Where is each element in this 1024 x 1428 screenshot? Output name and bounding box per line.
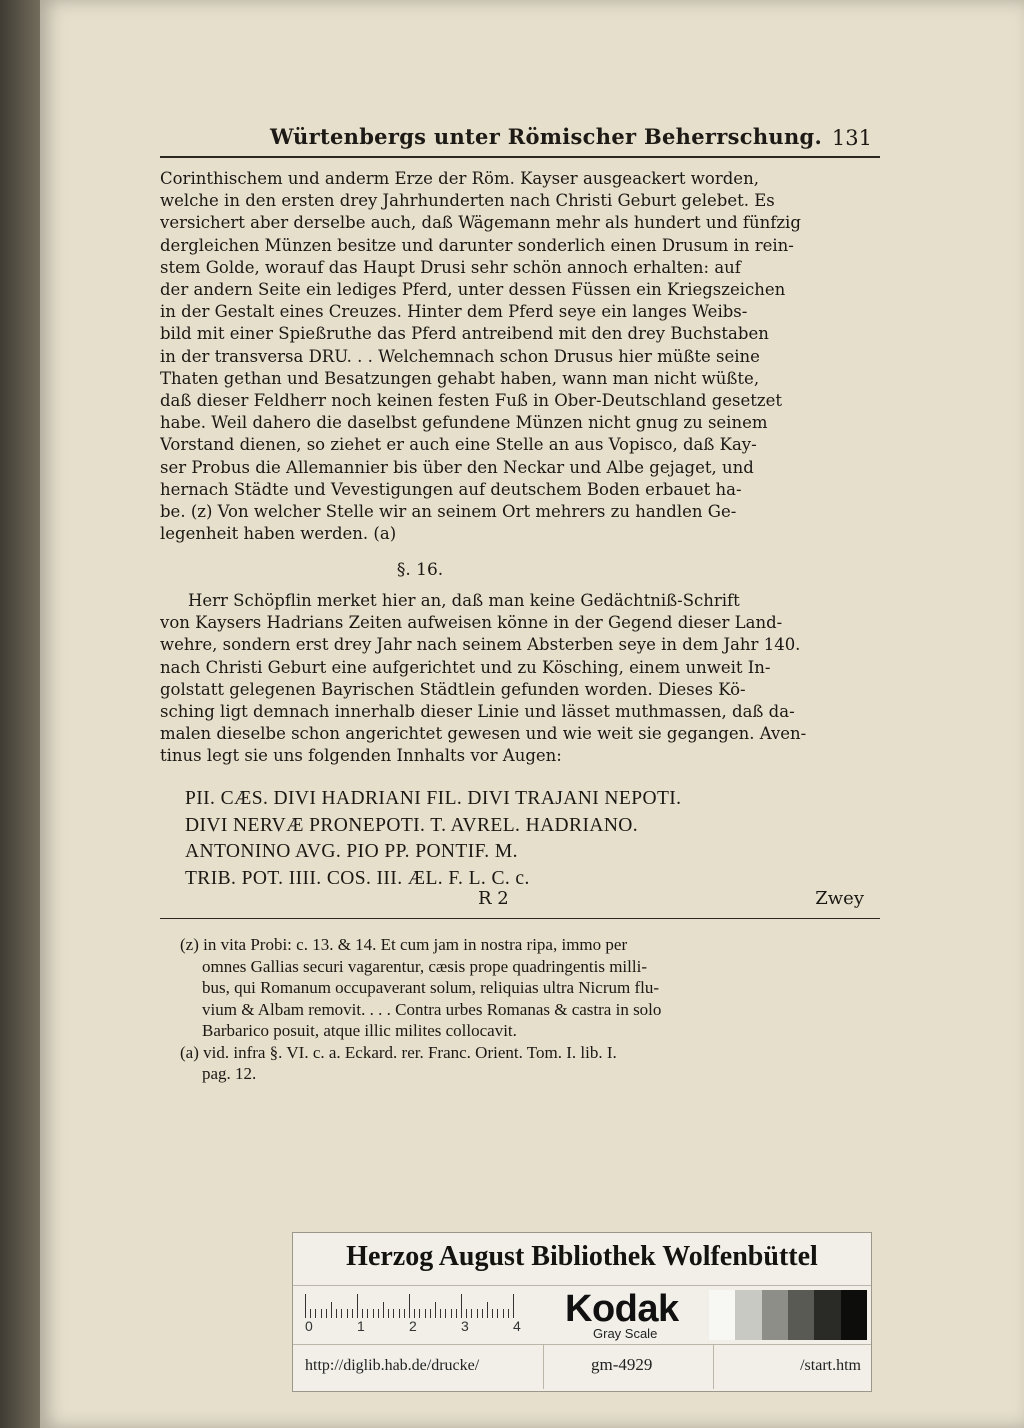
ruler-tick [425, 1309, 426, 1318]
ruler-tick [305, 1294, 306, 1318]
ruler-tick [378, 1309, 379, 1318]
ruler-tick [471, 1309, 472, 1318]
text-line: wehre, sondern erst drey Jahr nach seinem Absterben seye in dem Jahr 140. [160, 635, 801, 655]
text-line: welche in den ersten drey Jahrhunderten nach Christi Geburt gelebet. Es [160, 191, 775, 211]
footnote-line: pag. 12. [202, 1064, 257, 1083]
footnote-a [180, 1042, 870, 1085]
gray-patch [709, 1290, 735, 1340]
ruler-tick [482, 1309, 483, 1318]
footnote-line: omnes Gallias securi vagarentur, cæsis prope quadringentis milli- [202, 956, 647, 976]
paragraph-1 [160, 168, 880, 545]
ruler-tick [461, 1294, 462, 1318]
ruler-tick [310, 1309, 311, 1318]
ruler-tick [383, 1302, 384, 1318]
ruler-tick [492, 1309, 493, 1318]
catchword: Zwey [815, 888, 864, 909]
footnote-z [180, 934, 870, 1042]
text-line: be. (z) Von welcher Stelle wir an seinem Ort mehrers zu handlen Ge- [160, 502, 737, 522]
ruler-tick [487, 1302, 488, 1318]
signature-row [160, 888, 880, 919]
ruler-tick [367, 1309, 368, 1318]
footnote-line: Barbarico posuit, atque illic milites collocavit. [202, 1021, 517, 1040]
ruler-tick [352, 1309, 353, 1318]
text-line: bild mit einer Spießruthe das Pferd antreibend mit den drey Buchstaben [160, 324, 769, 344]
text-line: Thaten gethan und Besatzungen gehabt haben, wann man nicht wüßte, [160, 368, 760, 388]
footnote-line: (a) vid. infra §. VI. c. a. Eckard. rer. Franc. Orient. Tom. I. lib. I. [180, 1042, 617, 1062]
text-line: Corinthischem und anderm Erze der Röm. Kayser ausgeackert worden, [160, 169, 759, 188]
ruler-tick [331, 1302, 332, 1318]
ruler-number: 4 [513, 1318, 521, 1334]
text-line: ser Probus die Allemannier bis über den Neckar und Albe gejaget, und [160, 457, 754, 477]
ruler-tick [466, 1309, 467, 1318]
ruler-tick [435, 1302, 436, 1318]
ruler-tick [393, 1309, 394, 1318]
ruler-tick [430, 1309, 431, 1318]
text-line: hernach Städte und Vevestigungen auf deutschem Boden erbauet ha- [160, 479, 742, 499]
inscription-line: TRIB. POT. IIII. COS. III. ÆL. F. L. C. c. [185, 867, 530, 889]
text-line: golstatt gelegenen Bayrischen Städtlein gefunden worden. Dieses Kö- [160, 679, 746, 699]
footnotes [180, 934, 870, 1085]
inscription-line: ANTONINO AVG. PIO PP. PONTIF. M. [185, 841, 518, 862]
ruler-tick [321, 1309, 322, 1318]
text-line: in der transversa DRU. . . Welchemnach schon Drusus hier müßte seine [160, 346, 760, 366]
ruler-tick [513, 1294, 514, 1318]
text-line: legenheit haben werden. (a) [160, 524, 397, 544]
paragraph-2 [160, 590, 880, 768]
ruler-tick [373, 1309, 374, 1318]
ruler-tick [399, 1309, 400, 1318]
url-left: http://diglib.hab.de/drucke/ [305, 1357, 480, 1374]
ruler-tick [404, 1309, 405, 1318]
ruler-number: 2 [409, 1318, 417, 1334]
ruler-tick [414, 1309, 415, 1318]
ruler-tick [357, 1294, 358, 1318]
text-line: der andern Seite ein lediges Pferd, unter dessen Füssen ein Kriegszeichen [160, 280, 786, 300]
text-line: sching ligt demnach innerhalb dieser Linie und lässet muthmassen, daß da- [160, 702, 795, 722]
ruler-tick [503, 1309, 504, 1318]
ruler-tick [508, 1309, 509, 1318]
book-page [40, 0, 1024, 1428]
text-line: Herr Schöpflin merket hier an, daß man keine Gedächtniß-Schrift [188, 591, 740, 610]
gray-patch [841, 1290, 867, 1340]
ruler-tick [445, 1309, 446, 1318]
page-title: Würtenbergs unter Römischer Beherrschung. [270, 124, 823, 149]
ruler-tick [477, 1309, 478, 1318]
shelfmark-code: gm-4929 [591, 1355, 653, 1374]
ruler-tick [347, 1309, 348, 1318]
ruler-tick [456, 1309, 457, 1318]
section-heading: §. 16. [396, 560, 444, 580]
url-right: /start.htm [800, 1357, 861, 1374]
latin-inscription [185, 786, 885, 892]
text-line: stem Golde, worauf das Haupt Drusi sehr schön annoch erhalten: auf [160, 257, 741, 277]
ruler-tick [497, 1309, 498, 1318]
text-line: von Kaysers Hadrians Zeiten aufweisen könne in der Gegend dieser Land- [160, 613, 783, 633]
ruler-tick [326, 1309, 327, 1318]
text-line: malen dieselbe schon angerichtet gewesen und wie weit sie gegangen. Aven- [160, 724, 807, 744]
footnote-line: bus, qui Romanum occupaverant solum, reliquias ultra Nicrum flu- [202, 978, 660, 997]
text-line: Vorstand dienen, so ziehet er auch eine Stelle an aus Vopisco, daß Kay- [160, 435, 757, 455]
library-name: Herzog August Bibliothek Wolfenbüttel [346, 1241, 818, 1272]
gray-patch [735, 1290, 761, 1340]
text-line: nach Christi Geburt eine aufgerichtet und zu Kösching, einem unweit In- [160, 657, 771, 677]
ruler-tick [315, 1309, 316, 1318]
divider [713, 1345, 714, 1389]
text-line: in der Gestalt eines Creuzes. Hinter dem Pferd seye ein langes Weibs- [160, 302, 748, 322]
running-head [160, 120, 880, 158]
text-line: versichert aber derselbe auch, daß Wägemann mehr als hundert und fünfzig [160, 213, 801, 233]
ruler-tick [451, 1309, 452, 1318]
ruler-tick [388, 1309, 389, 1318]
ruler-tick [341, 1309, 342, 1318]
ruler-number: 0 [305, 1318, 313, 1334]
ruler-tick [362, 1309, 363, 1318]
text-line: tinus legt sie uns folgenden Innhalts vor Augen: [160, 746, 562, 766]
page-number: 131 [831, 126, 872, 150]
target-footer [293, 1345, 871, 1389]
target-scale-row [293, 1285, 871, 1345]
kodak-logo: Kodak [565, 1288, 679, 1330]
gray-patch [814, 1290, 840, 1340]
ruler-tick [419, 1309, 420, 1318]
text-line: daß dieser Feldherr noch keinen festen Fuß in Ober-Deutschland gesetzet [160, 391, 782, 411]
ruler-tick [440, 1309, 441, 1318]
color-calibration-target [292, 1232, 872, 1392]
signature-mark: R 2 [478, 888, 509, 909]
inscription-line: DIVI NERVÆ PRONEPOTI. T. AVREL. HADRIANO. [185, 814, 639, 836]
inscription-line: PII. CÆS. DIVI HADRIANI FIL. DIVI TRAJANI NEPOTI. [185, 788, 682, 809]
ruler-number: 3 [461, 1318, 469, 1334]
footnote-line: (z) in vita Probi: c. 13. & 14. Et cum jam in nostra ripa, immo per [180, 935, 628, 954]
ruler-scale [305, 1292, 545, 1318]
footnote-line: vium & Albam removit. . . . Contra urbes Romanas & castra in solo [202, 999, 662, 1019]
gray-scale-bar [709, 1290, 867, 1340]
ruler-tick [336, 1309, 337, 1318]
gray-scale-label: Gray Scale [593, 1326, 658, 1341]
gray-patch [762, 1290, 788, 1340]
ruler-tick [409, 1294, 410, 1318]
ruler-number: 1 [357, 1318, 365, 1334]
divider [543, 1345, 544, 1389]
gray-patch [788, 1290, 814, 1340]
ruler-numbers [305, 1318, 545, 1338]
text-line: dergleichen Münzen besitze und darunter sonderlich einen Drusum in rein- [160, 235, 794, 255]
text-line: habe. Weil dahero die daselbst gefundene Münzen nicht gnug zu seinem [160, 413, 768, 433]
